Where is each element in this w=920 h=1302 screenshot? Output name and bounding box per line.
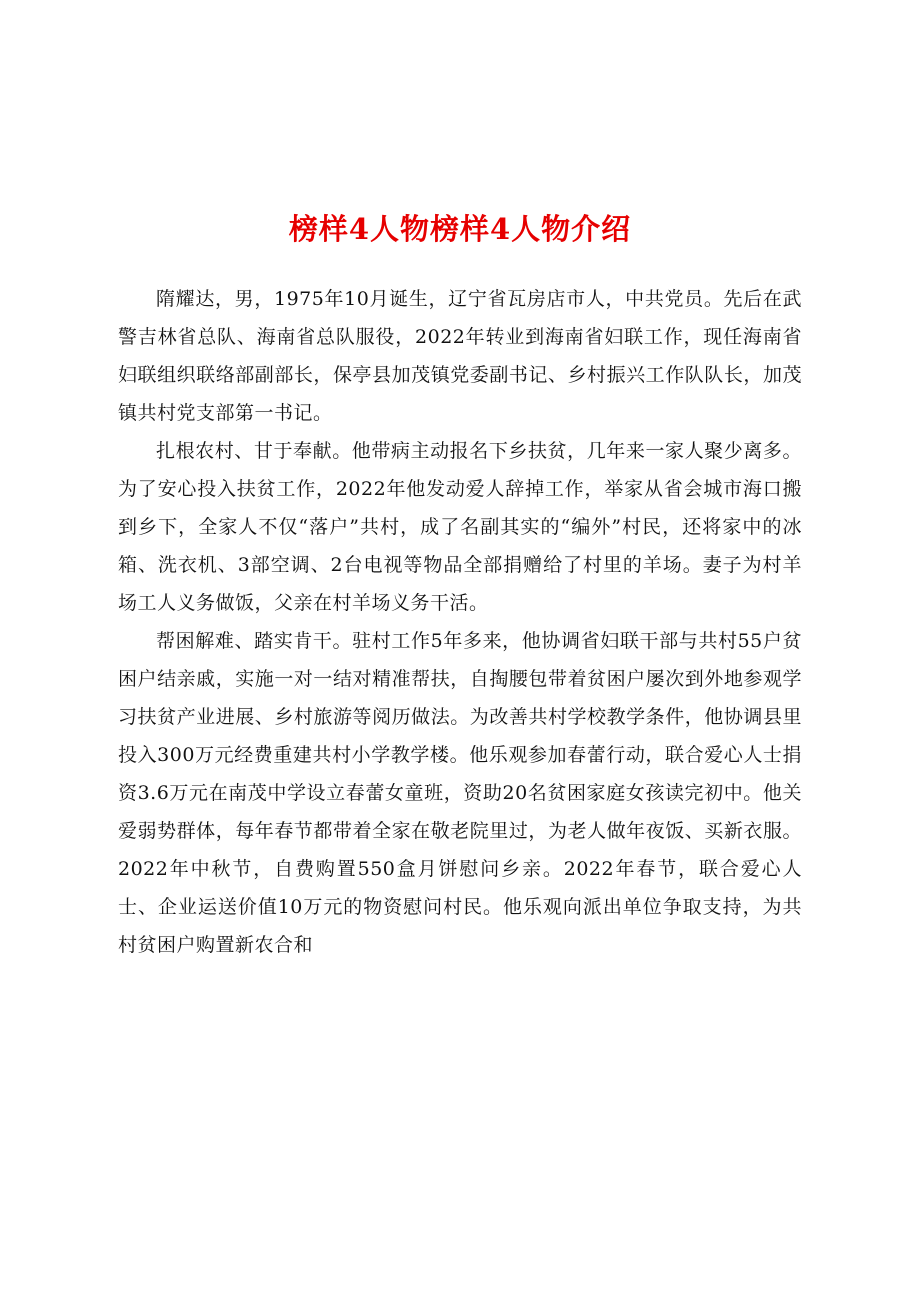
document-body (118, 280, 802, 964)
document-title: 榜样4人物榜样4人物介绍 (288, 212, 632, 247)
paragraph-dedication: 扎根农村、甘于奉献。他带病主动报名下乡扶贫，几年来一家人聚少离多。为了安心投入扶贫工作，2022年他发动爱人辞掉工作，举家从省会城市海口搬到乡下，全家人不仅“落户”共村，成了名副其实的“编外”村民，还将家中的冰箱、洗衣机、3部空调、2台电视等物品全部捐赠给了村里的羊场。妻子为村羊场工人义务做饭，父亲在村羊场义务干活。 (118, 440, 802, 614)
paragraph-intro: 隋耀达，男，1975年10月诞生，辽宁省瓦房店市人，中共党员。先后在武警吉林省总队、海南省总队服役，2022年转业到海南省妇联工作，现任海南省妇联组织联络部副部长，保亭县加茂镇党委副书记、乡村振兴工作队队长，加茂镇共村党支部第一书记。 (118, 288, 802, 424)
paragraph-assistance: 帮困解难、踏实肯干。驻村工作5年多来，他协调省妇联干部与共村55户贫困户结亲戚，实施一对一结对精准帮扶，自掏腰包带着贫困户屡次到外地参观学习扶贫产业进展、乡村旅游等阅历做法。为改善共村学校教学条件，他协调县里投入300万元经费重建共村小学教学楼。他乐观参加春蕾行动，联合爱心人士捐资3.6万元在南茂中学设立春蕾女童班，资助20名贫困家庭女孩读完初中。他关爱弱势群体，每年春节都带着全家在敬老院里过，为老人做年夜饭、买新衣服。2022年中秋节，自费购置550盒月饼慰问乡亲。2022年春节，联合爱心人士、企业运送价值10万元的物资慰问村民。他乐观向派出单位争取支持，为共村贫困户购置新农合和 (118, 630, 802, 956)
